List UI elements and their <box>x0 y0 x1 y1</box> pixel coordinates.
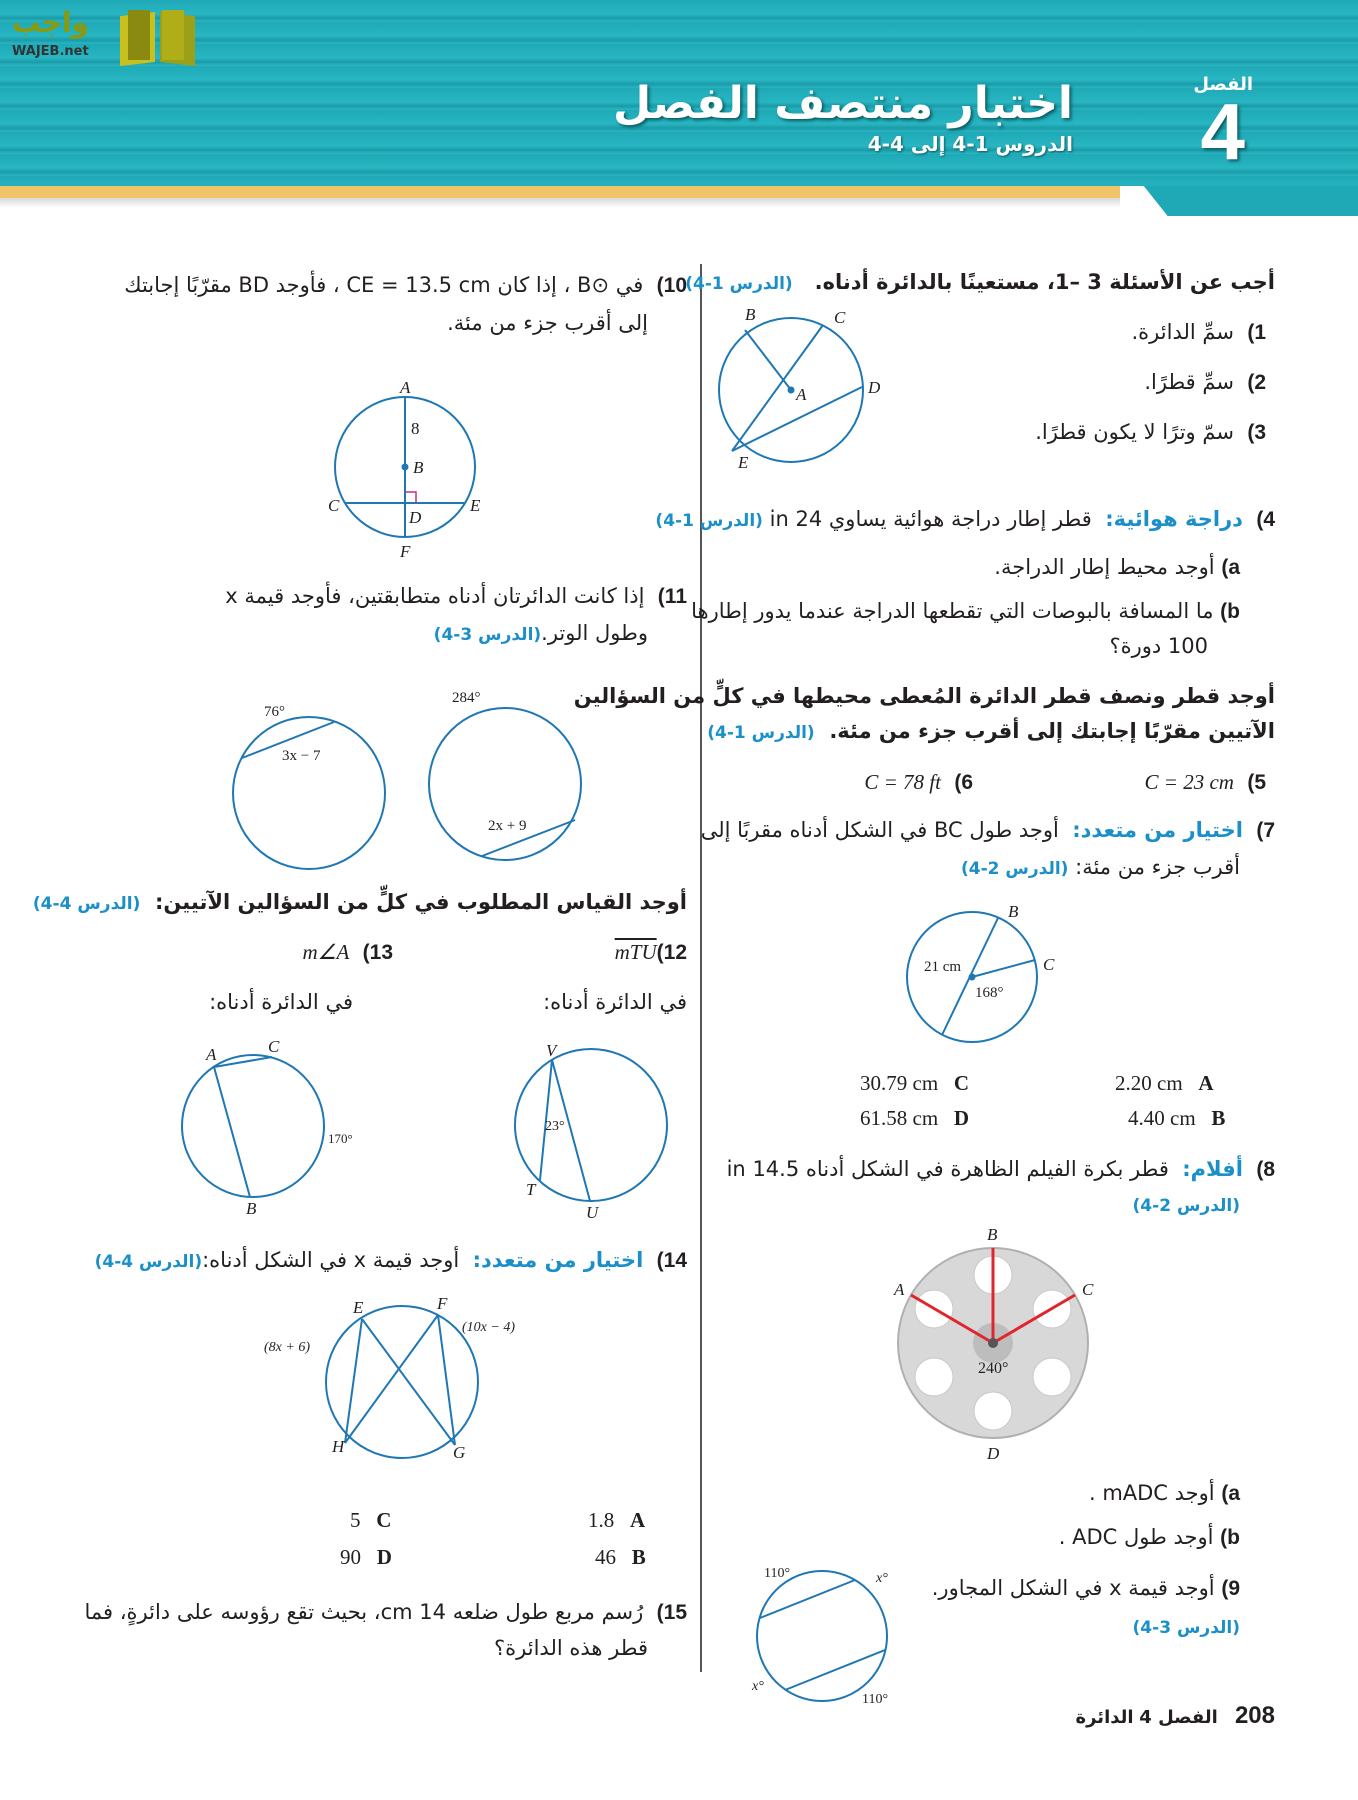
svg-text:B: B <box>246 1199 257 1218</box>
question-5: 5) C = 23 cm <box>1144 770 1266 794</box>
svg-text:B: B <box>745 305 756 324</box>
question-10-cont: إلى أقرب جزء من مئة. <box>447 311 648 335</box>
figure-circle-bc <box>880 895 1080 1065</box>
svg-text:8: 8 <box>411 419 420 438</box>
question-12-sub: في الدائرة أدناه: <box>543 990 687 1014</box>
figure-congruent-circles <box>220 690 610 880</box>
svg-text:23°: 23° <box>545 1119 565 1134</box>
question-4a: a) أوجد محيط إطار الدراجة. <box>994 555 1240 579</box>
svg-text:C: C <box>834 308 846 327</box>
question-11-cont: وطول الوتر.(الدرس 3-4) <box>433 621 648 645</box>
question-8-ref: (الدرس 2-4) <box>1132 1196 1240 1216</box>
svg-text:3x − 7: 3x − 7 <box>282 748 321 764</box>
film-reel-figure <box>880 1225 1120 1465</box>
question-9-ref: (الدرس 3-4) <box>1132 1618 1240 1638</box>
header-corner <box>1120 186 1358 216</box>
svg-text:110°: 110° <box>862 1692 889 1707</box>
svg-text:168°: 168° <box>975 985 1004 1001</box>
svg-text:B: B <box>987 1225 998 1244</box>
svg-text:D: D <box>868 378 881 397</box>
question-12: $12)\overline{mTU}$ <box>614 940 687 964</box>
option-a[interactable]: 1.8 A <box>588 1508 646 1532</box>
instruction-5-6: أوجد قطر ونصف قطر الدائرة المُعطى محيطها في كلٍّ من السؤالين <box>573 684 1275 708</box>
chapter-number: 4 <box>1200 87 1245 176</box>
svg-text:D: D <box>409 508 422 527</box>
question-1: 1) سمِّ الدائرة. <box>1131 320 1266 344</box>
figure-circle-a-angle <box>170 1037 390 1220</box>
instruction-12-13: أوجد القياس المطلوب في كلٍّ من السؤالين الآتيين: (الدرس 4-4) <box>32 890 687 914</box>
intro-q1-3: أجب عن الأسئلة 3 –1، مستعينًا بالدائرة أدناه. (الدرس 1-4) <box>685 270 1275 294</box>
svg-text:C: C <box>328 496 340 515</box>
question-8b: b) أوجد طول ADC . <box>1058 1525 1240 1549</box>
svg-text:240°: 240° <box>978 1360 1009 1377</box>
question-4b-cont: 100 دورة؟ <box>1109 634 1208 658</box>
svg-text:x°: x° <box>876 1571 888 1586</box>
svg-text:F: F <box>400 542 411 561</box>
option-b[interactable]: 46 B <box>595 1545 646 1569</box>
svg-text:(8x + 6): (8x + 6) <box>264 1340 310 1355</box>
svg-text:E: E <box>470 496 481 515</box>
svg-text:F: F <box>437 1294 448 1313</box>
option-a[interactable]: 2.20 cm A <box>1115 1071 1214 1095</box>
svg-text:A: A <box>400 378 411 397</box>
question-15: 15) رُسم مربع طول ضلعه 14 cm، بحيث تقع رؤوسه على دائرةٍ، فما <box>84 1600 687 1624</box>
figure-circle-tu <box>500 1040 690 1220</box>
logo-text-ar: واجب <box>12 6 89 39</box>
figure-circle-b <box>320 375 500 565</box>
option-c[interactable]: 5 C <box>350 1508 392 1532</box>
question-13-sub: في الدائرة أدناه: <box>209 990 353 1014</box>
question-4b: b) ما المسافة بالبوصات التي تقطعها الدراجة عندما يدور إطارها <box>691 599 1240 623</box>
page-title: اختبار منتصف الفصل <box>612 78 1073 129</box>
logo-text-en: WAJEB.net <box>12 44 89 59</box>
svg-text:T: T <box>526 1180 536 1199</box>
instruction-5-6-cont: الآتيين مقرّبًا إجابتك إلى أقرب جزء من مئة. (الدرس 1-4) <box>707 719 1275 743</box>
svg-text:(10x − 4): (10x − 4) <box>462 1320 515 1335</box>
svg-text:B: B <box>1008 902 1019 921</box>
wajeb-logo <box>10 6 190 66</box>
svg-text:21 cm: 21 cm <box>924 959 962 975</box>
svg-text:A: A <box>206 1045 217 1064</box>
svg-text:284°: 284° <box>452 690 481 706</box>
question-15-cont: قطر هذه الدائرة؟ <box>494 1636 648 1660</box>
svg-text:2x + 9: 2x + 9 <box>488 818 527 834</box>
svg-text:C: C <box>1082 1280 1094 1299</box>
page-subtitle: الدروس 1-4 إلى 4-4 <box>867 132 1073 156</box>
question-3: 3) سمّ وترًا لا يكون قطرًا. <box>1035 420 1266 444</box>
svg-text:x°: x° <box>752 1679 764 1694</box>
svg-text:G: G <box>453 1443 466 1462</box>
question-13: 13) m∠A <box>302 940 393 964</box>
question-10: 10) في ⊙B ، إذا كان CE = 13.5 cm ، فأوجد BD مقرّبًا إجابتك <box>124 273 687 297</box>
question-8: 8) أفلام: قطر بكرة الفيلم الظاهرة في الشكل أدناه 14.5 in <box>726 1157 1275 1181</box>
question-7: 7) اختيار من متعدد: أوجد طول BC في الشكل أدناه مقربًا إلى <box>700 818 1275 842</box>
question-2: 2) سمِّ قطرًا. <box>1144 370 1266 394</box>
svg-text:H: H <box>332 1437 345 1456</box>
svg-text:E: E <box>353 1298 364 1317</box>
question-11: 11) إذا كانت الدائرتان أدناه متطابقتين، فأوجد قيمة x <box>225 584 687 608</box>
option-d[interactable]: 61.58 cm D <box>860 1106 970 1130</box>
svg-text:B: B <box>413 458 424 477</box>
svg-text:C: C <box>1043 955 1055 974</box>
header-shadow <box>0 198 1120 208</box>
option-c[interactable]: 30.79 cm C <box>860 1071 970 1095</box>
option-d[interactable]: 90 D <box>340 1545 392 1569</box>
svg-text:D: D <box>987 1444 1000 1463</box>
question-4: 4) دراجة هوائية: قطر إطار دراجة هوائية يساوي 24 in (الدرس 1-4) <box>655 507 1275 531</box>
figure-circle-a <box>700 300 900 480</box>
chapter-label: الفصل <box>1193 74 1253 95</box>
page-footer: 208 الفصل 4 الدائرة <box>1075 1702 1275 1729</box>
option-b[interactable]: 4.40 cm B <box>1128 1106 1226 1130</box>
question-7-cont: أقرب جزء من مئة: (الدرس 2-4) <box>960 855 1240 879</box>
svg-text:A: A <box>796 385 807 404</box>
svg-text:110°: 110° <box>764 1566 791 1581</box>
figure-circle-efgh <box>250 1295 570 1470</box>
question-9: 9) أوجد قيمة x في الشكل المجاور. <box>931 1576 1240 1600</box>
svg-text:76°: 76° <box>264 704 285 720</box>
figure-circle-x <box>740 1560 920 1720</box>
svg-text:A: A <box>894 1280 905 1299</box>
question-8a: a) أوجد mADC . <box>1088 1481 1240 1505</box>
question-14: 14) اختيار من متعدد: أوجد قيمة x في الشكل أدناه:(الدرس 4-4) <box>94 1248 687 1272</box>
header-stripe <box>0 186 1120 198</box>
svg-text:170°: 170° <box>328 1131 353 1146</box>
question-6: 6) C = 78 ft <box>864 770 973 794</box>
svg-text:E: E <box>738 453 749 472</box>
svg-text:U: U <box>586 1203 599 1222</box>
svg-text:C: C <box>268 1037 280 1056</box>
svg-text:V: V <box>546 1041 557 1060</box>
